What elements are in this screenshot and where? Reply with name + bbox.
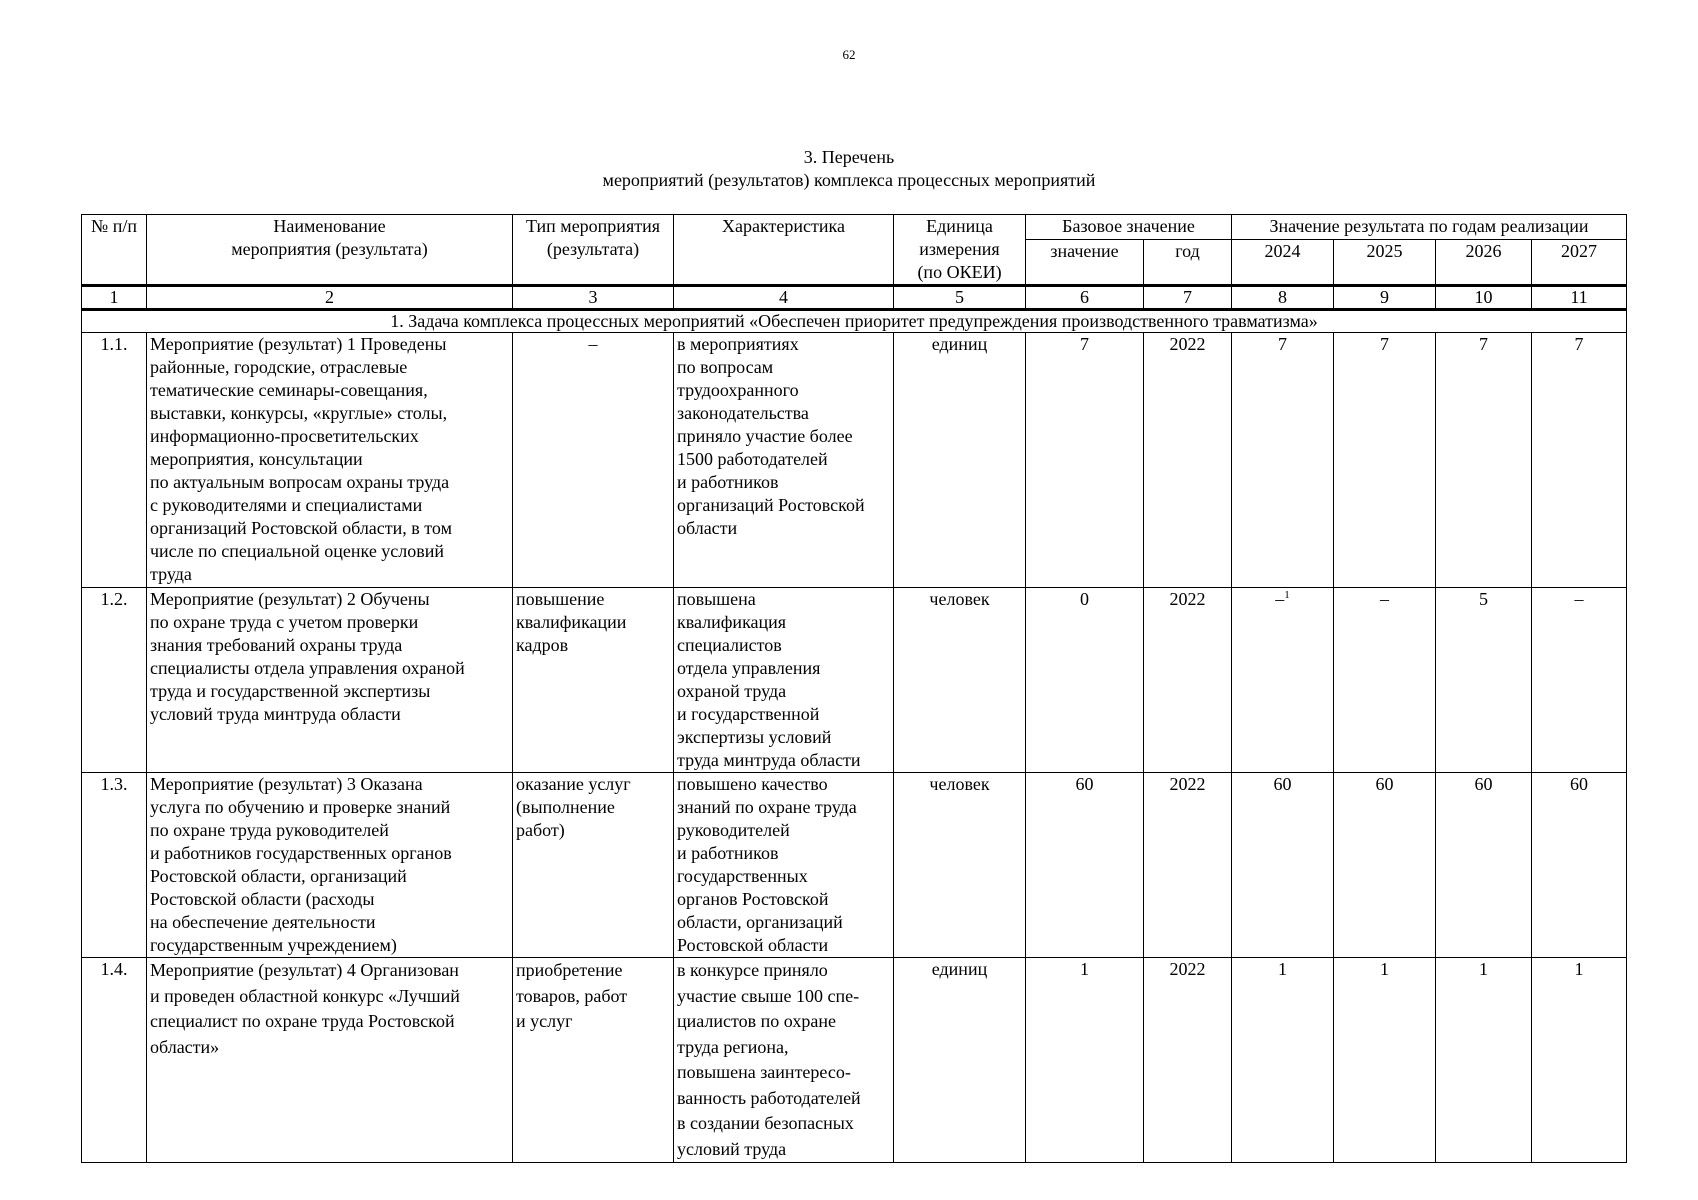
row-unit: человек	[894, 773, 1026, 958]
header-base-value: значение	[1026, 239, 1144, 285]
row-base-year: 2022	[1144, 588, 1232, 773]
row-type: приобретение товаров, работ и услуг	[513, 958, 674, 1163]
column-number: 2	[147, 286, 513, 310]
header-year-2024: 2024	[1232, 239, 1334, 285]
row-base-value: 0	[1026, 588, 1144, 773]
row-characteristic: повышено качество знаний по охране труда руководителей и работников государственных органов Ростовской области, организаций Ростовской области	[674, 773, 894, 958]
column-number: 6	[1026, 286, 1144, 310]
row-characteristic: в конкурсе приняло участие свыше 100 спе- циалистов по охране труда региона, повышена заинтересо- ванность работодателей в создании безопасных условий труда	[674, 958, 894, 1163]
column-number: 8	[1232, 286, 1334, 310]
column-number: 9	[1334, 286, 1436, 310]
table-row	[82, 958, 1627, 1163]
header-year-2027: 2027	[1532, 239, 1627, 285]
row-num: 1.1.	[82, 333, 147, 588]
header-base-group: Базовое значение	[1026, 215, 1232, 240]
row-base-year: 2022	[1144, 333, 1232, 588]
title-line-1: 3. Перечень	[803, 147, 895, 167]
row-base-year: 2022	[1144, 773, 1232, 958]
row-name: Мероприятие (результат) 3 Оказана услуга по обучению и проверке знаний по охране труда руководителей и работников государственных органов Ростовской области, организаций Ростовской области (расходы на обеспечение деятельности государственным учреждением)	[147, 773, 513, 958]
row-characteristic: в мероприятиях по вопросам трудоохранного законодательства приняло участие более 1500 работодателей и работников организаций Ростовской области	[674, 333, 894, 588]
activities-table	[81, 214, 1627, 1163]
row-value-2024-text: –	[1275, 589, 1285, 609]
row-value-2024: 60	[1232, 773, 1334, 958]
row-value-2027: 60	[1532, 773, 1627, 958]
document-title	[0, 146, 1698, 192]
row-value-2025: –	[1334, 588, 1436, 773]
footnote-mark: 1	[1284, 589, 1290, 601]
row-type: –	[513, 333, 674, 588]
header-years-group: Значение результата по годам реализации	[1232, 215, 1627, 240]
task-title: 1. Задача комплекса процессных мероприятий «Обеспечен приоритет предупреждения производственного травматизма»	[82, 310, 1627, 333]
column-number: 5	[894, 286, 1026, 310]
row-base-value: 1	[1026, 958, 1144, 1163]
row-value-2027: –	[1532, 588, 1627, 773]
table-row	[82, 588, 1627, 773]
row-num: 1.3.	[82, 773, 147, 958]
title-line-2: мероприятий (результатов) комплекса процессных мероприятий	[602, 170, 1096, 190]
table-row	[82, 333, 1627, 588]
column-number: 1	[82, 286, 147, 310]
row-value-2025: 1	[1334, 958, 1436, 1163]
column-number: 3	[513, 286, 674, 310]
row-type: повышение квалификации кадров	[513, 588, 674, 773]
header-characteristic: Характеристика	[674, 215, 894, 286]
row-unit: единиц	[894, 333, 1026, 588]
row-unit: человек	[894, 588, 1026, 773]
row-value-2024	[1232, 588, 1334, 773]
header-base-year: год	[1144, 239, 1232, 285]
row-base-value: 60	[1026, 773, 1144, 958]
row-value-2026: 1	[1436, 958, 1532, 1163]
column-number: 7	[1144, 286, 1232, 310]
row-value-2026: 5	[1436, 588, 1532, 773]
header-unit: Единица измерения (по ОКЕИ)	[894, 215, 1026, 286]
row-value-2024: 1	[1232, 958, 1334, 1163]
row-base-value: 7	[1026, 333, 1144, 588]
header-year-2025: 2025	[1334, 239, 1436, 285]
row-value-2026: 60	[1436, 773, 1532, 958]
row-num: 1.4.	[82, 958, 147, 1163]
row-value-2025: 7	[1334, 333, 1436, 588]
row-num: 1.2.	[82, 588, 147, 773]
page-number: 62	[842, 47, 856, 62]
row-type: оказание услуг (выполнение работ)	[513, 773, 674, 958]
row-name: Мероприятие (результат) 1 Проведены районные, городские, отраслевые тематические семинары-совещания, выставки, конкурсы, «круглые» столы, информационно-просветительских мероприятия, консультации по актуальным вопросам охраны труда с руководителями и специалистами организаций Ростовской области, в том числе по специальной оценке условий труда	[147, 333, 513, 588]
table-row	[82, 773, 1627, 958]
row-characteristic: повышена квалификация специалистов отдела управления охраной труда и государственной экспертизы условий труда минтруда области	[674, 588, 894, 773]
row-unit: единиц	[894, 958, 1026, 1163]
row-value-2027: 7	[1532, 333, 1627, 588]
row-value-2026: 7	[1436, 333, 1532, 588]
header-name: Наименование мероприятия (результата)	[147, 215, 513, 286]
row-name: Мероприятие (результат) 4 Организован и проведен областной конкурс «Лучший специалист по охране труда Ростовской области»	[147, 958, 513, 1163]
header-type: Тип мероприятия (результата)	[513, 215, 674, 286]
column-number: 11	[1532, 286, 1627, 310]
header-num: № п/п	[82, 215, 147, 286]
column-number: 4	[674, 286, 894, 310]
row-value-2025: 60	[1334, 773, 1436, 958]
row-value-2027: 1	[1532, 958, 1627, 1163]
column-number: 10	[1436, 286, 1532, 310]
row-value-2024: 7	[1232, 333, 1334, 588]
row-base-year: 2022	[1144, 958, 1232, 1163]
row-name: Мероприятие (результат) 2 Обучены по охране труда с учетом проверки знания требований охраны труда специалисты отдела управления охраной труда и государственной экспертизы условий труда минтруда области	[147, 588, 513, 773]
header-year-2026: 2026	[1436, 239, 1532, 285]
